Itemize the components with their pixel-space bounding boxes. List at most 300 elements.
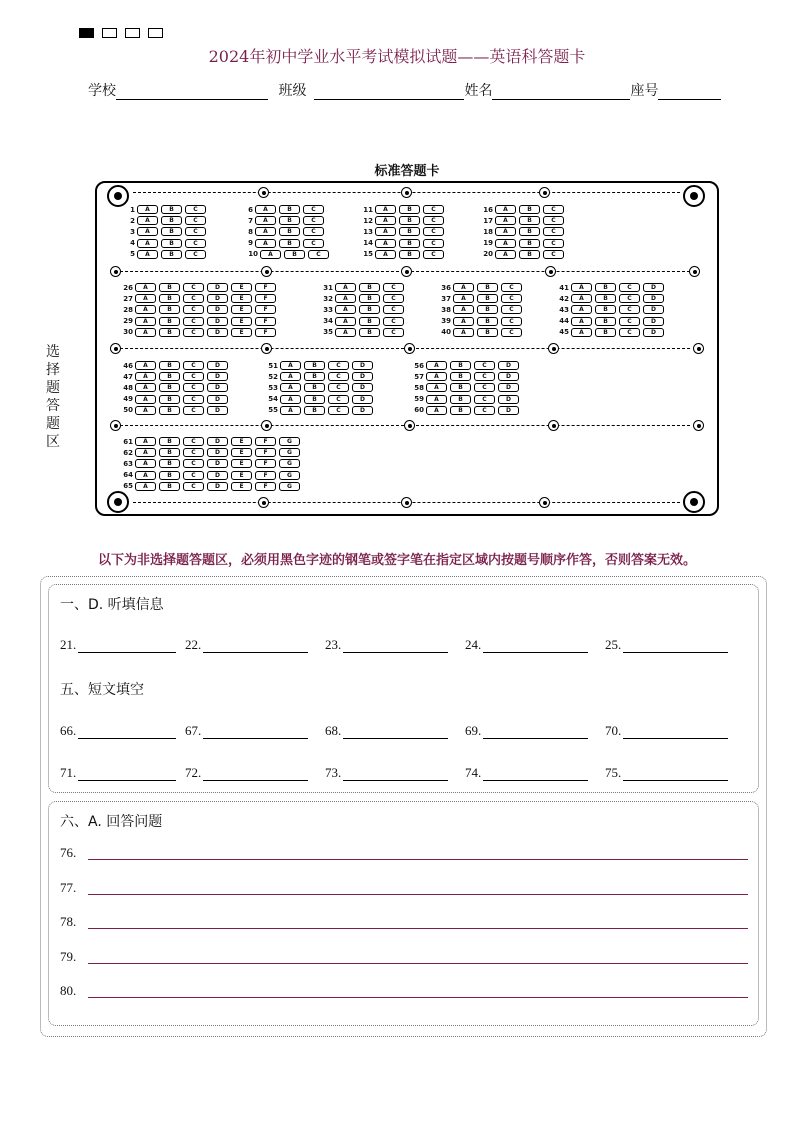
answer-bubble[interactable]: E xyxy=(231,294,252,303)
answer-bubble[interactable]: C xyxy=(383,317,404,326)
answer-bubble[interactable]: B xyxy=(304,406,325,415)
answer-bubble[interactable]: A xyxy=(137,205,158,214)
answer-bubble[interactable]: B xyxy=(161,227,182,236)
answer-bubble[interactable]: B xyxy=(595,305,616,314)
timing-mark-icon xyxy=(258,497,269,508)
answer-bubble[interactable]: C xyxy=(183,372,204,381)
answer-blank[interactable] xyxy=(203,724,308,739)
answer-bubble[interactable]: E xyxy=(231,482,252,491)
answer-bubble[interactable]: C xyxy=(423,227,444,236)
answer-bubble[interactable]: A xyxy=(571,294,592,303)
answer-bubble[interactable]: A xyxy=(135,294,156,303)
answer-blank[interactable] xyxy=(483,766,588,781)
timing-mark-icon xyxy=(401,266,412,277)
answer-bubble[interactable]: A xyxy=(571,317,592,326)
answer-bubble[interactable]: A xyxy=(135,361,156,370)
answer-bubble[interactable]: C xyxy=(474,406,495,415)
answer-blank[interactable] xyxy=(203,766,308,781)
answer-bubble[interactable]: B xyxy=(519,250,540,259)
question-bubble-row xyxy=(321,305,407,314)
answer-bubble[interactable]: A xyxy=(375,216,396,225)
answer-bubble[interactable]: C xyxy=(619,305,640,314)
answer-bubble[interactable]: C xyxy=(185,205,206,214)
answer-bubble[interactable]: B xyxy=(477,328,498,337)
answer-bubble[interactable]: B xyxy=(399,216,420,225)
answer-bubble[interactable]: C xyxy=(543,227,564,236)
answer-blank[interactable] xyxy=(483,724,588,739)
answer-bubble[interactable]: C xyxy=(423,250,444,259)
registration-mark xyxy=(125,28,140,38)
answer-bubble[interactable]: A xyxy=(135,395,156,404)
section1-heading: 一、D. 听填信息 xyxy=(60,597,164,613)
answer-bubble[interactable]: A xyxy=(280,406,301,415)
answer-bubble[interactable]: D xyxy=(643,283,664,292)
answer-bubble[interactable]: C xyxy=(183,395,204,404)
answer-bubble[interactable]: C xyxy=(474,395,495,404)
answer-bubble[interactable]: B xyxy=(159,361,180,370)
answer-bubble[interactable]: A xyxy=(135,372,156,381)
answer-bubble[interactable]: A xyxy=(135,471,156,480)
answer-bubble[interactable]: C xyxy=(328,406,349,415)
answer-bubble[interactable]: C xyxy=(501,283,522,292)
answer-line[interactable] xyxy=(88,997,748,998)
answer-bubble[interactable]: B xyxy=(399,250,420,259)
answer-bubble[interactable]: C xyxy=(185,227,206,236)
answer-bubble[interactable]: A xyxy=(495,250,516,259)
answer-bubble[interactable]: C xyxy=(619,283,640,292)
answer-bubble[interactable]: B xyxy=(595,294,616,303)
answer-bubble[interactable]: D xyxy=(207,437,228,446)
answer-bubble[interactable]: B xyxy=(159,471,180,480)
question-bubble-row xyxy=(481,227,567,236)
answer-bubble[interactable]: D xyxy=(207,372,228,381)
answer-bubble[interactable]: B xyxy=(399,227,420,236)
answer-bubble[interactable]: C xyxy=(474,372,495,381)
answer-bubble[interactable]: B xyxy=(595,283,616,292)
answer-bubble[interactable]: D xyxy=(498,395,519,404)
answer-card-title: 标准答题卡 xyxy=(374,164,440,179)
answer-bubble[interactable]: B xyxy=(477,283,498,292)
answer-bubble[interactable]: C xyxy=(543,205,564,214)
answer-bubble[interactable]: B xyxy=(595,317,616,326)
answer-bubble[interactable]: B xyxy=(159,328,180,337)
answer-bubble[interactable]: B xyxy=(304,383,325,392)
answer-bubble[interactable]: B xyxy=(159,283,180,292)
answer-bubble[interactable]: D xyxy=(498,361,519,370)
answer-bubble[interactable]: C xyxy=(183,305,204,314)
answer-bubble[interactable]: B xyxy=(161,250,182,259)
answer-bubble[interactable]: A xyxy=(280,361,301,370)
answer-bubble[interactable]: A xyxy=(135,437,156,446)
item-number: 21. xyxy=(60,637,77,652)
answer-bubble[interactable]: E xyxy=(231,328,252,337)
answer-bubble[interactable]: B xyxy=(161,239,182,248)
answer-bubble[interactable]: B xyxy=(284,250,305,259)
answer-bubble[interactable]: C xyxy=(185,216,206,225)
answer-bubble[interactable]: C xyxy=(183,471,204,480)
answer-bubble[interactable]: C xyxy=(383,328,404,337)
answer-bubble[interactable]: D xyxy=(352,372,373,381)
answer-bubble[interactable]: A xyxy=(135,317,156,326)
answer-bubble[interactable]: C xyxy=(543,250,564,259)
answer-bubble[interactable]: A xyxy=(453,317,474,326)
answer-bubble[interactable]: A xyxy=(335,328,356,337)
answer-bubble[interactable]: A xyxy=(137,239,158,248)
answer-bubble[interactable]: G xyxy=(279,437,300,446)
question-number: 5 xyxy=(130,250,135,259)
question-bubble-row xyxy=(246,205,327,214)
answer-bubble[interactable]: D xyxy=(207,283,228,292)
timing-mark-icon xyxy=(110,266,121,277)
class-field[interactable] xyxy=(314,84,464,100)
answer-bubble[interactable]: B xyxy=(159,294,180,303)
answer-bubble[interactable]: C xyxy=(303,239,324,248)
answer-bubble[interactable]: B xyxy=(279,216,300,225)
answer-blank[interactable] xyxy=(343,724,448,739)
answer-bubble[interactable]: A xyxy=(426,361,447,370)
answer-blank[interactable] xyxy=(483,638,588,653)
answer-bubble[interactable]: A xyxy=(571,328,592,337)
answer-bubble[interactable]: B xyxy=(159,459,180,468)
answer-bubble[interactable]: E xyxy=(231,317,252,326)
answer-bubble[interactable]: B xyxy=(159,406,180,415)
answer-bubble[interactable]: C xyxy=(423,239,444,248)
question-bubble-row xyxy=(266,383,376,392)
answer-bubble[interactable]: C xyxy=(183,361,204,370)
question-number: 80. xyxy=(60,983,77,998)
question-number: 6 xyxy=(248,205,253,214)
answer-bubble[interactable]: B xyxy=(359,305,380,314)
answer-bubble[interactable]: C xyxy=(383,294,404,303)
answer-blank[interactable] xyxy=(623,638,728,653)
answer-bubble[interactable]: A xyxy=(135,406,156,415)
answer-bubble[interactable]: C xyxy=(328,372,349,381)
question-bubble-row xyxy=(266,361,376,370)
answer-bubble[interactable]: B xyxy=(450,372,471,381)
answer-bubble[interactable]: D xyxy=(207,294,228,303)
answer-bubble[interactable]: B xyxy=(159,395,180,404)
answer-bubble[interactable]: A xyxy=(335,305,356,314)
answer-bubble[interactable]: F xyxy=(255,294,276,303)
answer-bubble[interactable]: C xyxy=(183,448,204,457)
answer-bubble[interactable]: F xyxy=(255,482,276,491)
answer-bubble[interactable]: A xyxy=(280,395,301,404)
answer-bubble[interactable]: B xyxy=(477,294,498,303)
answer-blank[interactable] xyxy=(78,766,176,781)
answer-bubble[interactable]: C xyxy=(303,205,324,214)
answer-bubble[interactable]: C xyxy=(183,437,204,446)
name-field[interactable] xyxy=(492,84,630,100)
answer-bubble[interactable]: A xyxy=(453,294,474,303)
answer-bubble[interactable]: D xyxy=(207,482,228,491)
answer-bubble[interactable]: B xyxy=(159,437,180,446)
answer-blank[interactable] xyxy=(78,638,176,653)
answer-bubble[interactable]: D xyxy=(352,383,373,392)
answer-bubble[interactable]: C xyxy=(183,406,204,415)
answer-bubble[interactable]: B xyxy=(159,448,180,457)
answer-bubble[interactable]: C xyxy=(328,395,349,404)
answer-bubble[interactable]: B xyxy=(304,372,325,381)
answer-bubble[interactable]: B xyxy=(519,239,540,248)
question-bubble-row xyxy=(121,448,303,457)
answer-bubble[interactable]: G xyxy=(279,459,300,468)
answer-bubble[interactable]: B xyxy=(519,216,540,225)
answer-bubble[interactable]: F xyxy=(255,448,276,457)
answer-bubble[interactable]: C xyxy=(619,317,640,326)
answer-bubble[interactable]: C xyxy=(501,317,522,326)
question-number: 79. xyxy=(60,948,77,964)
answer-bubble[interactable]: A xyxy=(135,383,156,392)
answer-bubble[interactable]: C xyxy=(423,216,444,225)
answer-bubble[interactable]: B xyxy=(359,294,380,303)
answer-bubble[interactable]: A xyxy=(135,328,156,337)
seat-label: 座号 xyxy=(630,83,659,99)
answer-bubble[interactable]: D xyxy=(352,361,373,370)
answer-bubble[interactable]: A xyxy=(255,239,276,248)
fill-item xyxy=(605,637,728,653)
answer-bubble[interactable]: A xyxy=(571,283,592,292)
item-number: 23. xyxy=(325,637,342,652)
answer-bubble[interactable]: G xyxy=(279,482,300,491)
question-number: 10 xyxy=(248,250,258,259)
answer-bubble[interactable]: A xyxy=(280,383,301,392)
answer-bubble[interactable]: F xyxy=(255,437,276,446)
answer-line[interactable] xyxy=(88,894,748,895)
answer-line[interactable] xyxy=(88,963,748,964)
answer-bubble[interactable]: A xyxy=(453,305,474,314)
answer-bubble[interactable]: A xyxy=(375,227,396,236)
answer-bubble[interactable]: C xyxy=(183,283,204,292)
answer-bubble[interactable]: A xyxy=(335,317,356,326)
answer-bubble[interactable]: D xyxy=(207,471,228,480)
answer-bubble[interactable]: D xyxy=(207,328,228,337)
answer-bubble[interactable]: A xyxy=(375,239,396,248)
answer-bubble[interactable]: D xyxy=(207,459,228,468)
fill-item xyxy=(185,637,308,653)
fill-item xyxy=(185,723,308,739)
question-number: 12 xyxy=(363,216,373,225)
answer-bubble[interactable]: D xyxy=(498,406,519,415)
answer-bubble[interactable]: C xyxy=(183,294,204,303)
answer-bubble[interactable]: B xyxy=(399,205,420,214)
answer-bubble[interactable]: F xyxy=(255,328,276,337)
answer-bubble[interactable]: D xyxy=(207,361,228,370)
answer-bubble[interactable]: E xyxy=(231,305,252,314)
answer-bubble[interactable]: B xyxy=(159,482,180,491)
answer-bubble[interactable]: B xyxy=(159,383,180,392)
answer-bubble[interactable]: A xyxy=(137,216,158,225)
timing-mark-icon xyxy=(261,266,272,277)
question-bubble-row xyxy=(439,283,525,292)
answer-bubble[interactable]: B xyxy=(359,283,380,292)
answer-bubble[interactable]: D xyxy=(352,406,373,415)
answer-bubble[interactable]: C xyxy=(183,328,204,337)
answer-blank[interactable] xyxy=(343,766,448,781)
answer-bubble[interactable]: A xyxy=(135,283,156,292)
answer-bubble[interactable]: B xyxy=(161,216,182,225)
answer-bubble[interactable]: A xyxy=(135,448,156,457)
answer-bubble[interactable]: F xyxy=(255,283,276,292)
answer-bubble[interactable]: B xyxy=(279,227,300,236)
item-number: 68. xyxy=(325,723,342,738)
answer-bubble[interactable]: B xyxy=(359,317,380,326)
answer-bubble[interactable]: C xyxy=(619,294,640,303)
answer-bubble[interactable]: B xyxy=(450,383,471,392)
question-number: 55 xyxy=(268,406,278,415)
answer-bubble[interactable]: C xyxy=(183,482,204,491)
answer-bubble[interactable]: B xyxy=(359,328,380,337)
answer-bubble[interactable]: C xyxy=(308,250,329,259)
answer-bubble[interactable]: A xyxy=(426,372,447,381)
answer-bubble[interactable]: C xyxy=(383,283,404,292)
answer-bubble[interactable]: C xyxy=(185,239,206,248)
answer-bubble[interactable]: A xyxy=(495,239,516,248)
answer-bubble[interactable]: C xyxy=(423,205,444,214)
answer-bubble[interactable]: D xyxy=(207,448,228,457)
answer-bubble[interactable]: A xyxy=(375,250,396,259)
answer-bubble[interactable]: B xyxy=(161,205,182,214)
answer-bubble[interactable]: B xyxy=(304,395,325,404)
answer-blank[interactable] xyxy=(623,766,728,781)
answer-bubble[interactable]: C xyxy=(183,317,204,326)
answer-bubble[interactable]: C xyxy=(543,216,564,225)
answer-bubble[interactable]: C xyxy=(501,305,522,314)
answer-bubble[interactable]: D xyxy=(643,317,664,326)
answer-bubble[interactable]: A xyxy=(571,305,592,314)
answer-bubble[interactable]: E xyxy=(231,459,252,468)
answer-bubble[interactable]: A xyxy=(495,216,516,225)
answer-blank[interactable] xyxy=(623,724,728,739)
answer-blank[interactable] xyxy=(203,638,308,653)
answer-bubble[interactable]: B xyxy=(159,317,180,326)
question-bubble-row xyxy=(321,317,407,326)
answer-bubble[interactable]: A xyxy=(495,205,516,214)
answer-bubble[interactable]: A xyxy=(260,250,281,259)
answer-bubble[interactable]: B xyxy=(279,205,300,214)
answer-bubble[interactable]: E xyxy=(231,283,252,292)
answer-bubble[interactable]: E xyxy=(231,437,252,446)
answer-bubble[interactable]: B xyxy=(159,305,180,314)
question-number: 54 xyxy=(268,395,278,404)
answer-bubble[interactable]: C xyxy=(501,328,522,337)
question-bubble-row xyxy=(361,250,447,259)
answer-bubble[interactable]: E xyxy=(231,448,252,457)
answer-bubble[interactable]: D xyxy=(207,317,228,326)
question-bubble-row xyxy=(128,250,209,259)
answer-bubble[interactable]: A xyxy=(335,294,356,303)
answer-bubble[interactable]: F xyxy=(255,305,276,314)
answer-bubble[interactable]: C xyxy=(183,459,204,468)
answer-bubble[interactable]: D xyxy=(498,372,519,381)
answer-bubble[interactable]: D xyxy=(207,406,228,415)
answer-bubble[interactable]: A xyxy=(135,459,156,468)
answer-bubble[interactable]: A xyxy=(375,205,396,214)
answer-bubble[interactable]: D xyxy=(352,395,373,404)
item-number: 66. xyxy=(60,723,77,738)
answer-bubble[interactable]: B xyxy=(304,361,325,370)
answer-bubble[interactable]: B xyxy=(595,328,616,337)
answer-bubble[interactable]: C xyxy=(474,361,495,370)
answer-bubble[interactable]: A xyxy=(135,305,156,314)
answer-bubble[interactable]: A xyxy=(453,283,474,292)
fill-item xyxy=(60,637,176,653)
answer-bubble[interactable]: B xyxy=(159,372,180,381)
answer-bubble[interactable]: B xyxy=(450,395,471,404)
answer-bubble[interactable]: G xyxy=(279,471,300,480)
answer-bubble[interactable]: C xyxy=(501,294,522,303)
answer-bubble[interactable]: A xyxy=(255,227,276,236)
answer-bubble[interactable]: C xyxy=(303,216,324,225)
answer-bubble[interactable]: A xyxy=(426,383,447,392)
answer-bubble[interactable]: B xyxy=(450,406,471,415)
answer-bubble[interactable]: G xyxy=(279,448,300,457)
answer-bubble[interactable]: A xyxy=(335,283,356,292)
answer-bubble[interactable]: F xyxy=(255,459,276,468)
question-bubble-row xyxy=(361,227,447,236)
answer-bubble[interactable]: B xyxy=(477,317,498,326)
answer-bubble[interactable]: F xyxy=(255,471,276,480)
answer-bubble[interactable]: C xyxy=(543,239,564,248)
answer-bubble[interactable]: C xyxy=(383,305,404,314)
answer-bubble[interactable]: C xyxy=(303,227,324,236)
answer-bubble[interactable]: B xyxy=(519,205,540,214)
answer-bubble[interactable]: C xyxy=(328,361,349,370)
answer-bubble[interactable]: A xyxy=(426,395,447,404)
answer-bubble[interactable]: A xyxy=(135,482,156,491)
answer-bubble[interactable]: D xyxy=(643,328,664,337)
seat-field[interactable] xyxy=(658,84,721,100)
question-number: 37 xyxy=(441,294,451,303)
answer-bubble[interactable]: A xyxy=(453,328,474,337)
answer-bubble[interactable]: B xyxy=(450,361,471,370)
answer-bubble[interactable]: C xyxy=(185,250,206,259)
answer-bubble[interactable]: C xyxy=(183,383,204,392)
answer-bubble[interactable]: D xyxy=(643,294,664,303)
answer-bubble[interactable]: C xyxy=(328,383,349,392)
answer-bubble[interactable]: B xyxy=(519,227,540,236)
question-bubble-row xyxy=(412,361,522,370)
answer-bubble[interactable]: A xyxy=(426,406,447,415)
answer-line[interactable] xyxy=(88,928,748,929)
answer-bubble[interactable]: B xyxy=(399,239,420,248)
question-number: 9 xyxy=(248,239,253,248)
answer-bubble[interactable]: A xyxy=(137,227,158,236)
corner-target-icon xyxy=(683,491,705,513)
answer-bubble[interactable]: D xyxy=(643,305,664,314)
answer-bubble[interactable]: D xyxy=(207,305,228,314)
answer-bubble[interactable]: A xyxy=(280,372,301,381)
answer-bubble[interactable]: C xyxy=(474,383,495,392)
answer-bubble[interactable]: A xyxy=(137,250,158,259)
question-number: 48 xyxy=(123,383,133,392)
answer-bubble[interactable]: F xyxy=(255,317,276,326)
answer-bubble[interactable]: E xyxy=(231,471,252,480)
answer-bubble[interactable]: B xyxy=(477,305,498,314)
answer-blank[interactable] xyxy=(343,638,448,653)
answer-line[interactable] xyxy=(88,859,748,860)
answer-bubble[interactable]: A xyxy=(255,216,276,225)
question-number: 49 xyxy=(123,395,133,404)
answer-blank[interactable] xyxy=(78,724,176,739)
answer-bubble[interactable]: D xyxy=(207,395,228,404)
school-field[interactable] xyxy=(116,84,268,100)
answer-bubble[interactable]: C xyxy=(619,328,640,337)
answer-bubble[interactable]: A xyxy=(495,227,516,236)
answer-bubble[interactable]: D xyxy=(498,383,519,392)
answer-bubble[interactable]: B xyxy=(279,239,300,248)
answer-bubble[interactable]: A xyxy=(255,205,276,214)
answer-bubble[interactable]: D xyxy=(207,383,228,392)
